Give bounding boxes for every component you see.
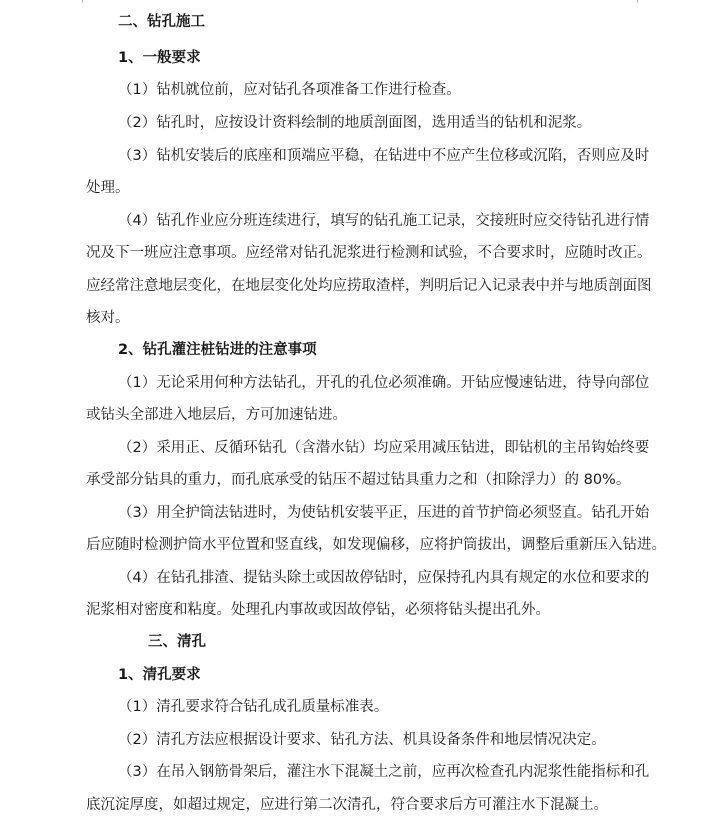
paragraph-line: （3）在吊入钢筋骨架后，灌注水下混凝土之前，应再次检查孔内泥浆性能指标和孔 — [118, 764, 650, 780]
paragraph-line: （2）清孔方法应根据设计要求、钻孔方法、机具设备条件和地层情况决定。 — [118, 732, 606, 748]
paragraph-line: 况及下一班应注意事项。应经常对钻孔泥浆进行检测和试验，不合要求时，应随时改正。 — [86, 245, 652, 261]
paragraph-line: 核对。 — [86, 310, 130, 326]
page-corner-mark-right — [637, 0, 654, 3]
paragraph-line: （1）钻机就位前，应对钻孔各项准备工作进行检查。 — [118, 82, 461, 98]
subheading-general-requirements: 1、一般要求 — [118, 50, 201, 66]
paragraph-line: （2）采用正、反循环钻孔（含潜水钻）均应采用减压钻进，即钻机的主吊钩始终要 — [118, 440, 650, 456]
page-corner-mark-left — [66, 0, 83, 3]
paragraph-line: 应经常注意地层变化，在地层变化处均应捞取渣样，判明后记入记录表中并与地质剖面图 — [86, 278, 652, 294]
paragraph-line: 底沉淀厚度，如超过规定，应进行第二次清孔，符合要求后方可灌注水下混凝土。 — [86, 797, 608, 813]
paragraph-line: （2）钻孔时，应按设计资料绘制的地质剖面图，选用适当的钻机和泥浆。 — [118, 115, 592, 131]
subheading-drilling-notes: 2、钻孔灌注桩钻进的注意事项 — [118, 342, 317, 358]
section-heading-2: 二、钻孔施工 — [118, 14, 205, 30]
paragraph-line: 后应随时检测护筒水平位置和竖直线，如发现偏移，应将护筒拔出，调整后重新压入钻进。 — [86, 537, 666, 553]
paragraph-line: 承受部分钻具的重力，而孔底承受的钻压不超过钻具重力之和（扣除浮力）的 80%。 — [86, 472, 631, 488]
paragraph-line: （3）用全护筒法钻进时，为使钻机安装平正，压进的首节护筒必须竖直。钻孔开始 — [118, 505, 650, 521]
paragraph-line: 或钻头全部进入地层后，方可加速钻进。 — [86, 407, 347, 423]
paragraph-line: （1）无论采用何种方法钻孔，开孔的孔位必须准确。开钻应慢速钻进，待导向部位 — [118, 375, 650, 391]
paragraph-line: （1）清孔要求符合钻孔成孔质量标准表。 — [118, 699, 389, 715]
paragraph-line: （4）在钻孔排渣、提钻头除土或因故停钻时，应保持孔内具有规定的水位和要求的 — [118, 570, 650, 586]
subheading-cleaning-requirements: 1、清孔要求 — [118, 667, 201, 683]
section-heading-3: 三、清孔 — [148, 634, 206, 650]
paragraph-line: （4）钻孔作业应分班连续进行，填写的钻孔施工记录，交接班时应交待钻孔进行情 — [118, 213, 650, 229]
paragraph-line: （3）钻机安装后的底座和顶端应平稳，在钻进中不应产生位移或沉陷，否则应及时 — [118, 148, 650, 164]
paragraph-line: 处理。 — [86, 180, 130, 196]
paragraph-line: 泥浆相对密度和粘度。处理孔内事故或因故停钻，必须将钻头提出孔外。 — [86, 602, 550, 618]
